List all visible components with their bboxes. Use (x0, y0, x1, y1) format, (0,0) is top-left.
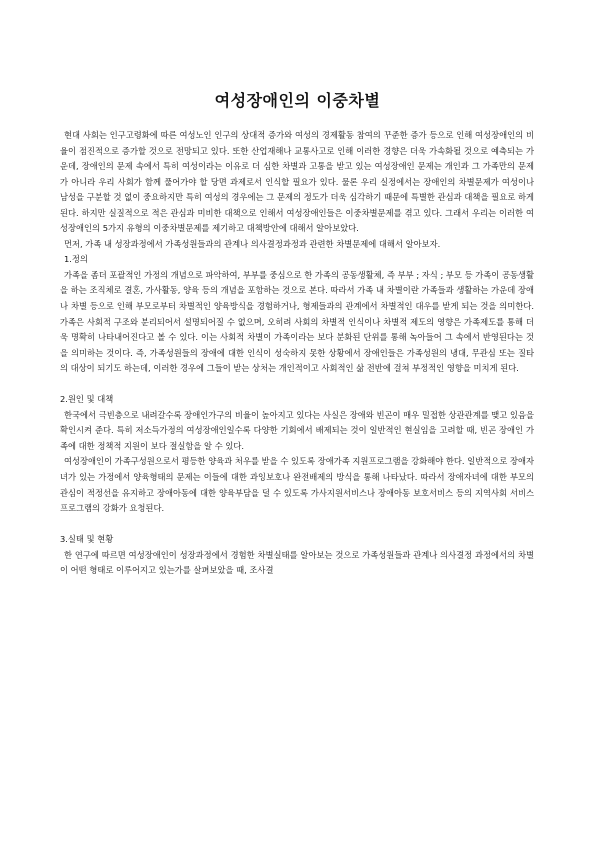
causes-paragraph-1: 한국에서 극빈층으로 내려갈수록 장애인가구의 비율이 높아지고 있다는 사실은 장애와 빈곤이 매우 밀접한 상관관계를 맺고 있음을 확인시켜 준다. 특히 저소득가정의 여성장애인일수록 다양한 기회에서 배제되는 것이 일반적인 현실임을 고려할 때, 빈곤 장애인 가족에 대한 정책적 지원이 보다 절실함을 알 수 있다. (60, 409, 534, 451)
intro-paragraph: 현대 사회는 인구고령화에 따른 여성노인 인구의 상대적 증가와 여성의 경제활동 참여의 꾸준한 증가 등으로 인해 여성장애인의 비율이 점진적으로 증가할 것으로 전망되고 있다. 또한 산업재해나 교통사고로 인해 이러한 경향은 더욱 가속화될 것으로 예측되는 가운데, 장애인의 문제 속에서 특히 여성이라는 이유로 더 심한 차별과 고통을 받고 있는 여성장애인 문제는 개인과 그 가족만의 문제가 아니라 우리 사회가 함께 풀어가야 할 당면 과제로서 인식할 필요가 있다. 물론 우리 실정에서는 장애인의 차별문제가 여성이나 남성을 구분할 것 없이 중요하지만 특히 여성의 경우에는 그 문제의 정도가 더욱 심각하기 때문에 특별한 관심과 대책을 필요로 하게 된다. 하지만 실질적으로 적은 관심과 미비한 대책으로 인해서 여성장애인들은 이중차별문제를 겪고 있다. 그래서 우리는 이러한 여성장애인의 5가지 유형의 이중차별문제를 제기하고 대책방안에 대해서 알아보았다. (60, 130, 534, 234)
document-title: 여성장애인의 이중차별 (214, 91, 381, 110)
document-body (60, 128, 534, 579)
intro-paragraph-2: 먼저, 가족 내 성장과정에서 가족성원들과의 관계나 의사결정과정과 관련한 차별문제에 대해서 알아보자. (64, 238, 441, 249)
definition-paragraph: 가족을 좀더 포괄적인 가정의 개념으로 파악하여, 부부를 중심으로 한 가족의 공동생활체, 즉 부부 ; 자식 ; 부모 등 가족이 공동생활을 하는 조직체로 결혼, 가사활동, 양육 등의 개념을 포함하는 것으로 본다. 따라서 가족 내 차별이란 가족들과 생활하는 가운데 장애나 차별 등으로 인해 부모로부터 차별적인 양육방식을 경험하거나, 형제들과의 관계에서 차별적인 대우를 받게 되는 것을 의미한다. 가족은 사회적 구조와 분리되어서 설명되어질 수 없으며, 오히려 사회의 차별적 인식이나 차별적 제도의 영향은 가족제도를 통해 더욱 명확히 나타내어진다고 볼 수 있다. 이는 사회적 차별이 가족이라는 보다 분화된 단위를 통해 녹아들어 그 속에서 반영된다는 것을 의미하는 것이다. 즉, 가족성원들의 장애에 대한 인식이 성숙하지 못한 상황에서 장애인들은 가족성원의 냉대, 무관심 또는 질타의 대상이 되기도 하는데, 이러한 경우에 그들이 받는 상처는 개인적이고 사회적인 삶 전반에 걸쳐 부정적인 영향을 미치게 된다. (60, 269, 534, 374)
section-heading-causes: 2.원인 및 대책 (60, 394, 114, 405)
status-paragraph: 한 연구에 따르면 여성장애인이 성장과정에서 경험한 차별실태를 알아보는 것으로 가족성원들과 관계나 의사결정 과정에서의 차별이 어떤 형태로 이루어지고 있는가를 살펴보았을 때, 조사결 (60, 549, 534, 576)
spacer (60, 517, 534, 533)
section-heading-status: 3.실태 및 현황 (60, 534, 114, 545)
section-heading-definition: 1.정의 (64, 254, 88, 265)
causes-paragraph-2: 여성장애인이 가족구성원으로서 평등한 양육과 처우를 받을 수 있도록 장애가족 지원프로그램을 강화해야 한다. 일반적으로 장애자녀가 있는 가정에서 양육형태의 문제는 이들에 대한 과잉보호나 완전배제의 방식을 통해 나타났다. 따라서 장애자녀에 대한 부모의 관심이 적정선을 유지하고 장애아동에 대한 양육부담을 덜 수 있도록 가사지원서비스나 장애아동 보호서비스 등의 지역사회 서비스 프로그램의 강화가 요청된다. (60, 456, 534, 514)
spacer (60, 377, 534, 393)
